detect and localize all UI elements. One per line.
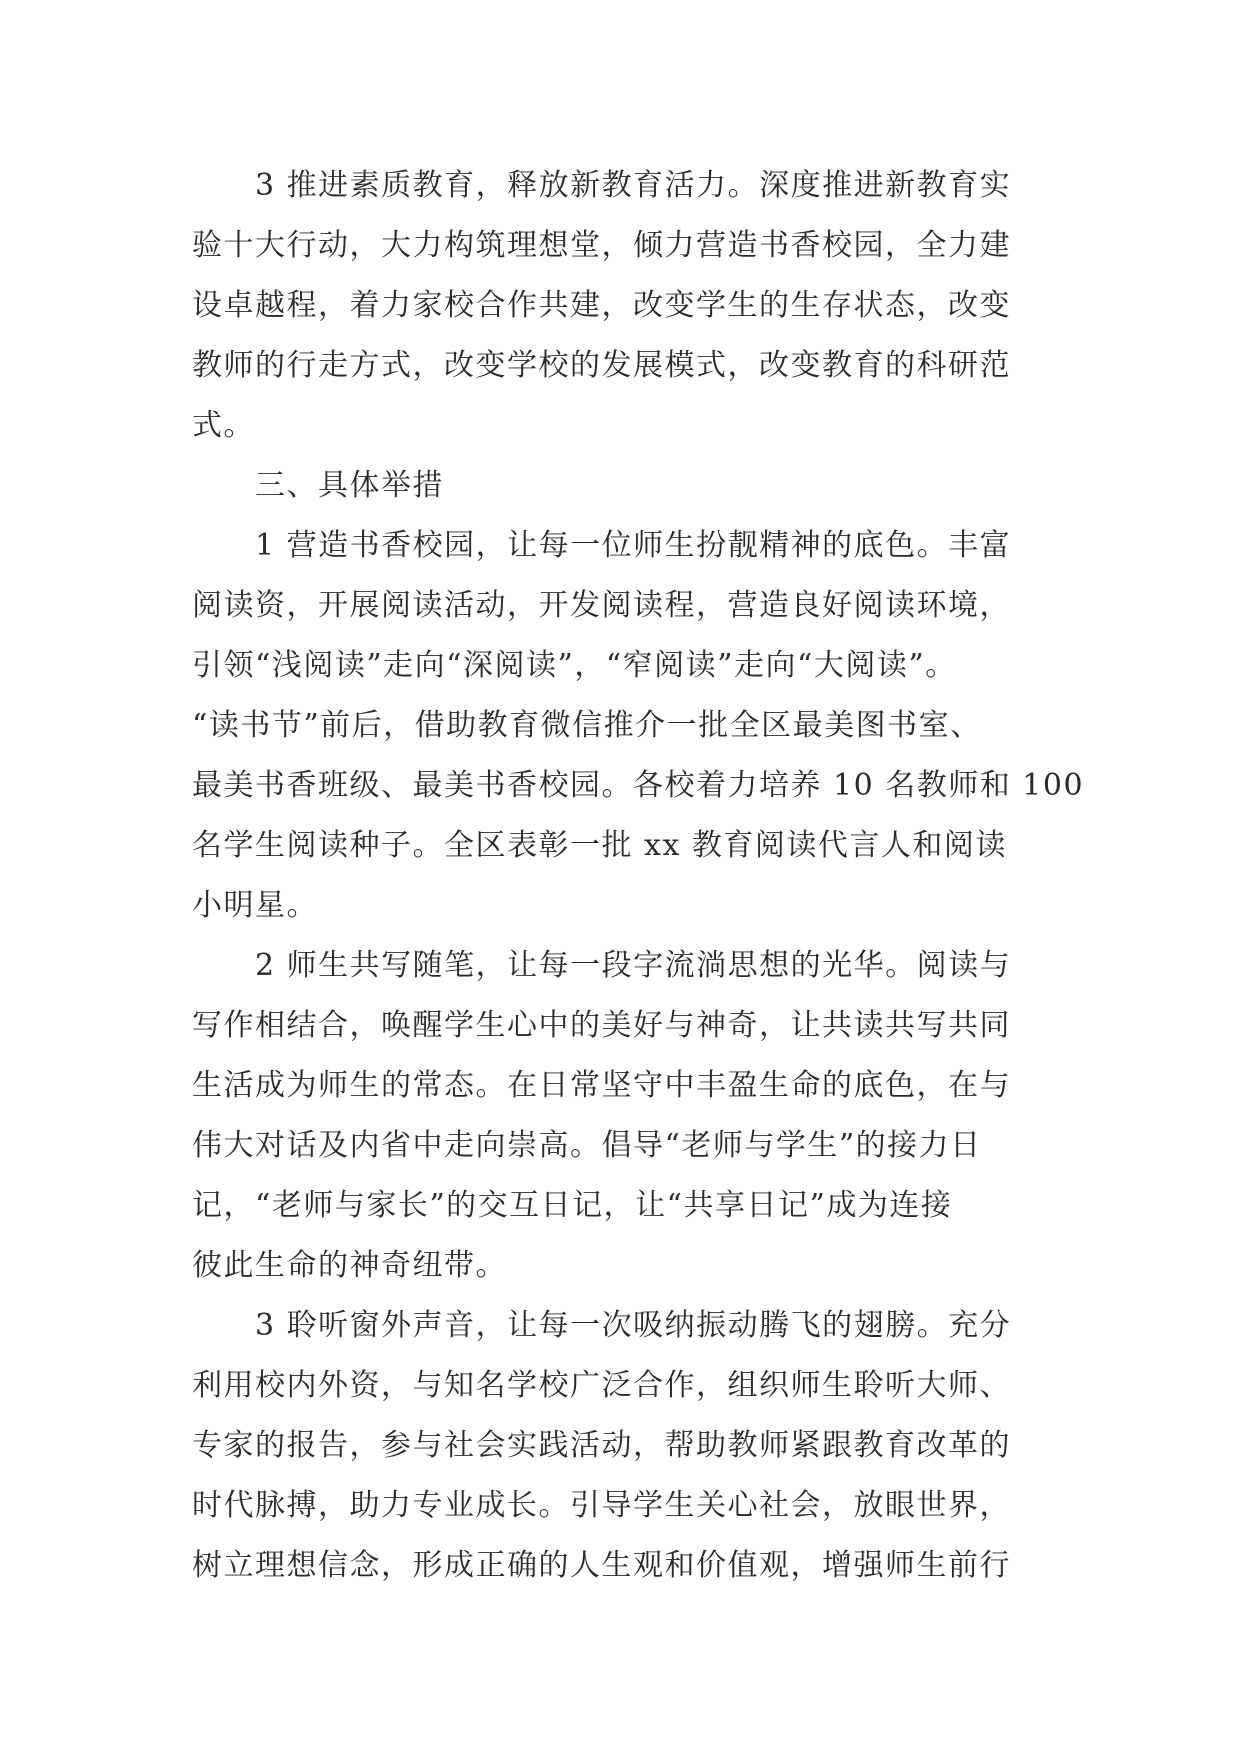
text-line: 3 推进素质教育，释放新教育活力。深度推进新教育实 — [192, 168, 1012, 203]
text-line: 彼此生命的神奇纽带。 — [192, 1248, 507, 1283]
text-line: 最美书香班级、最美书香校园。各校着力培养 10 名教师和 100 — [192, 768, 1085, 803]
text-line: 设卓越程，着力家校合作共建，改变学生的生存状态，改变 — [192, 288, 1011, 323]
text-line: 记，“老师与家长”的交互日记，让“共享日记”成为连接 — [192, 1188, 953, 1223]
text-line: 伟大对话及内省中走向崇高。倡导“老师与学生”的接力日 — [192, 1128, 982, 1163]
text-line: 专家的报告，参与社会实践活动，帮助教师紧跟教育改革的 — [192, 1428, 1011, 1463]
text-line: 小明星。 — [192, 888, 318, 923]
text-line: 名学生阅读种子。全区表彰一批 xx 教育阅读代言人和阅读 — [192, 828, 1007, 863]
text-line: 教师的行走方式，改变学校的发展模式，改变教育的科研范 — [192, 348, 1011, 383]
text-line: 时代脉搏，助力专业成长。引导学生关心社会，放眼世界， — [192, 1488, 1011, 1523]
text-line: 写作相结合，唤醒学生心中的美好与神奇，让共读共写共同 — [192, 1008, 1011, 1043]
text-line: 验十大行动，大力构筑理想堂，倾力营造书香校园，全力建 — [192, 228, 1011, 263]
text-line: 3 聆听窗外声音，让每一次吸纳振动腾飞的翅膀。充分 — [192, 1308, 1012, 1343]
text-line: 1 营造书香校园，让每一位师生扮靓精神的底色。丰富 — [192, 528, 1012, 563]
text-line: 阅读资，开展阅读活动，开发阅读程，营造良好阅读环境， — [192, 588, 1011, 623]
text-line: 利用校内外资，与知名学校广泛合作，组织师生聆听大师、 — [192, 1368, 1011, 1403]
text-line: 式。 — [192, 408, 255, 443]
text-line: 树立理想信念，形成正确的人生观和价值观，增强师生前行 — [192, 1548, 1011, 1583]
text-line: 引领“浅阅读”走向“深阅读”，“窄阅读”走向“大阅读”。 — [192, 648, 957, 683]
text-line: “读书节”前后，借助教育微信推介一批全区最美图书室、 — [192, 708, 982, 743]
section-heading: 三、具体举措 — [192, 468, 444, 503]
text-line: 生活成为师生的常态。在日常坚守中丰盈生命的底色，在与 — [192, 1068, 1011, 1103]
text-line: 2 师生共写随笔，让每一段字流淌思想的光华。阅读与 — [192, 948, 1012, 983]
